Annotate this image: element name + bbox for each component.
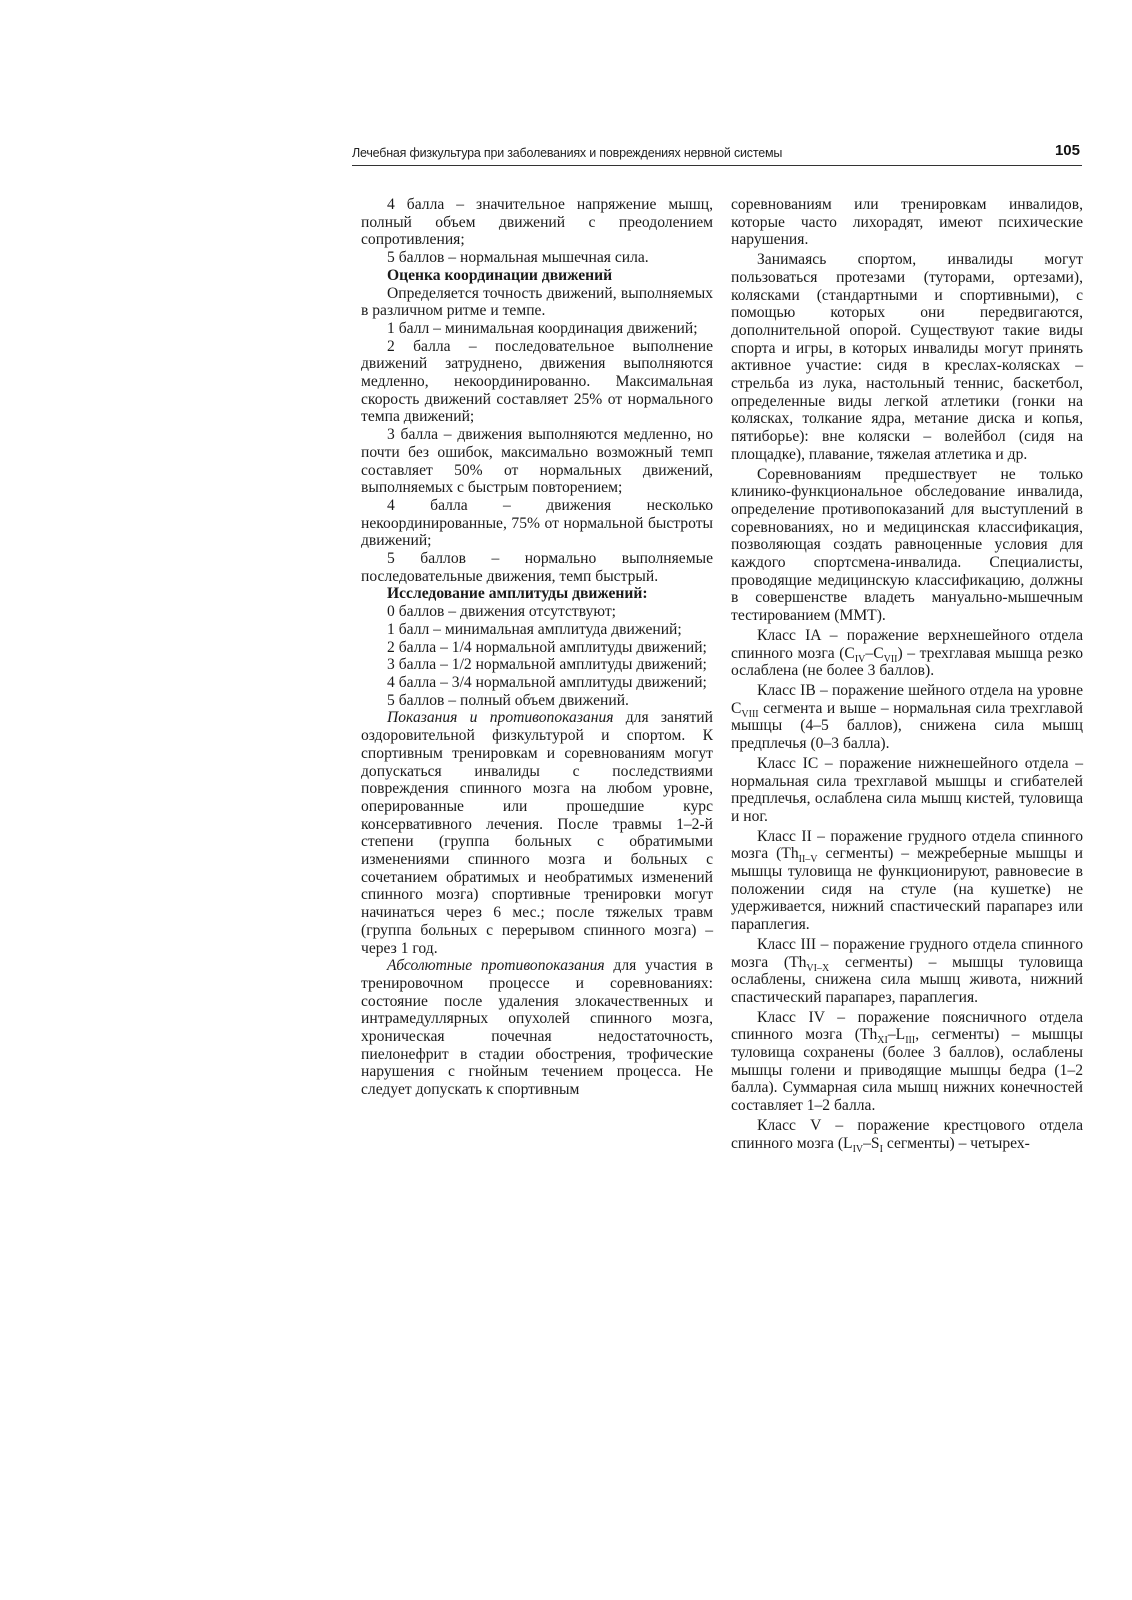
paragraph: Определяется точность движений, выполняемых в различном ритме и темпе. [361, 284, 713, 320]
section-heading-amplitude: Исследование амплитуды движений: [387, 585, 648, 603]
subscript: IV [854, 653, 866, 665]
running-header-title: Лечебная физкультура при заболеваниях и повреждениях нервной системы [352, 146, 783, 160]
text: –C [865, 644, 884, 662]
paragraph: 3 балла – движения выполняются медленно, но почти без ошибок, максимально возможный темп составляет 50% от нормальных движений, выполняемых с быстрым повторением; [361, 426, 713, 497]
text: ) – трехглавая мышца резко ослаблена (не более 3 баллов). [731, 644, 1083, 680]
paragraph-class-ii [731, 828, 1083, 934]
text: сегмента и выше – нормальная сила трехглавой мышцы (4–5 баллов), снижена сила мышц предплечья (0–3 балла). [731, 699, 1083, 753]
subscript: I [879, 1143, 883, 1155]
paragraph: 2 балла – 1/4 нормальной амплитуды движений; [387, 638, 707, 656]
text: сегменты) – четырех- [882, 1134, 1030, 1152]
subscript: XI [877, 1035, 888, 1047]
subscript: III [905, 1035, 916, 1047]
paragraph-class-iv [731, 1009, 1083, 1115]
text: , сегменты) – мышцы туловища сохранены (более 3 баллов), ослаблены мышцы голени и приводящие мышцы бедра (1–2 балла). Суммарная сила мышц нижних конечностей составляет 1–2 балла. [731, 1026, 1083, 1115]
paragraph-class-ic: Класс IC – поражение нижнешейного отдела – нормальная сила трехглавой мышцы и сгибателей предплечья, ослаблена сила мышц кистей, туловища и ног. [731, 754, 1083, 825]
text: –S [863, 1134, 880, 1152]
paragraph-contraindications [361, 957, 713, 1099]
paragraph: 5 баллов – полный объем движений. [387, 691, 629, 709]
paragraph: соревнованиям или тренировкам инвалидов, которые часто лихорадят, имеют психические нарушения. [731, 196, 1083, 249]
paragraph: 1 балл – минимальная амплитуда движений; [387, 620, 682, 638]
paragraph: 2 балла – последовательное выполнение движений затруднено, движения выполняются медленно, некоординированно. Максимальная скорость движений составляет 25% от нормального темпа движений; [361, 337, 713, 426]
text: Класс IB – поражение шейного отдела на уровне C [731, 681, 1083, 717]
subscript: VII [883, 653, 898, 665]
text: Класс IA – поражение верхнешейного отдела спинного мозга (C [731, 626, 1083, 662]
text: сегменты) – мышцы туловища ослаблены, снижена сила мышц живота, нижний спастический парапарез, параплегия. [731, 953, 1083, 1006]
italic-term: Абсолютные противопоказания [387, 957, 605, 975]
paragraph: 1 балл – минимальная координация движений; [387, 319, 698, 337]
paragraph-class-iii [731, 936, 1083, 1007]
text: сегменты) – межреберные мышцы и мышцы туловища не функционируют, равновесие в положении сидя на стуле (на кушетке) не удерживается, нижний спастический парапарез или параплегия. [731, 845, 1084, 934]
subscript: IV [852, 1143, 864, 1155]
paragraph: 5 баллов – нормальная мышечная сила. [387, 249, 649, 267]
paragraph-class-v [731, 1116, 1083, 1155]
text: –L [887, 1026, 906, 1044]
running-header [352, 139, 1082, 166]
text: Класс II – поражение грудного отдела спинного мозга (Th [731, 827, 1083, 863]
text: Класс IV – поражение поясничного отдела спинного мозга (Th [731, 1008, 1083, 1044]
section-heading-coordination: Оценка координации движений [387, 266, 613, 284]
subscript: VIII [741, 708, 759, 720]
paragraph-indications [361, 709, 713, 957]
subscript: II–V [798, 854, 818, 866]
text: Класс V – поражение крестцового отдела спинного мозга (L [731, 1116, 1083, 1152]
paragraph: Соревнованиям предшествует не только клинико-функциональное обследование инвалида, определение противопоказаний для выступлений в соревнованиях, но и медицинская классификация, позволяющая создать равноценные условия для каждого спортсмена-инвалида. Специалисты, проводящие медицинскую классификацию, должны в совершенстве владеть мануально-мышечным тестированием (ММТ). [731, 465, 1083, 625]
paragraph: 5 баллов – нормально выполняемые последовательные движения, темп быстрый. [361, 550, 713, 585]
paragraph: 4 балла – движения несколько некоординированные, 75% от нормальной быстроты движений; [361, 496, 713, 550]
paragraph: Занимаясь спортом, инвалиды могут пользоваться протезами (туторами, ортезами), колясками (стандартными и спортивными), с помощью которых они передвигаются, дополнительной опорой. Существуют такие виды спорта и игры, в которых инвалиды могут принять активное участие: сидя в креслах-колясках – стрельба из лука, настольный теннис, баскетбол, определенные виды легкой атлетики (гонки на колясках, толкание ядра, метание диска и копья, пятиборье): вне коляски – волейбол (сидя на площадке), плавание, тяжелая атлетика и др. [731, 251, 1083, 463]
page-number: 105 [1054, 142, 1080, 159]
left-column [361, 196, 713, 1099]
paragraph: 0 баллов – движения отсутствуют; [387, 603, 616, 621]
paragraph-text: для занятий оздоровительной физкультурой и спортом. К спортивным тренировкам и соревнованиям могут допускаться инвалиды с последствиями повреждения спинного мозга на любом уровне, оперированные или прошедшие курс консервативного лечения. После травмы 1–2-й степени (группа больных с обратимыми изменениями спинного мозга и больных с сочетанием обратимых и необратимых изменений спинного мозга) спортивные тренировки могут начинаться через 6 мес.; после тяжелых травм (группа больных с перерывом спинного мозга) – через 1 год. [361, 709, 713, 957]
paragraph-class-ia [731, 627, 1083, 680]
paragraph-class-ib [731, 682, 1083, 753]
text: Класс III – поражение грудного отдела спинного мозга (Th [731, 935, 1083, 971]
paragraph: 4 балла – 3/4 нормальной амплитуды движений; [387, 673, 707, 691]
subscript: VI–X [806, 962, 830, 974]
paragraph: 3 балла – 1/2 нормальной амплитуды движений; [387, 656, 707, 674]
right-column [731, 196, 1084, 1155]
paragraph-text: для участия в тренировочном процессе и соревнованиях: состояние после удаления злокачественных и интрамедуллярных опухолей спинного мозга, хроническая почечная недостаточность, пиелонефрит в стадии обострения, трофические нарушения с гнойным течением процесса. Не следует допускать к спортивным [361, 957, 713, 1099]
italic-term: Показания и противопоказания [387, 709, 614, 727]
paragraph: 4 балла – значительное напряжение мышц, полный объем движений с преодолением сопротивления; [361, 196, 713, 249]
